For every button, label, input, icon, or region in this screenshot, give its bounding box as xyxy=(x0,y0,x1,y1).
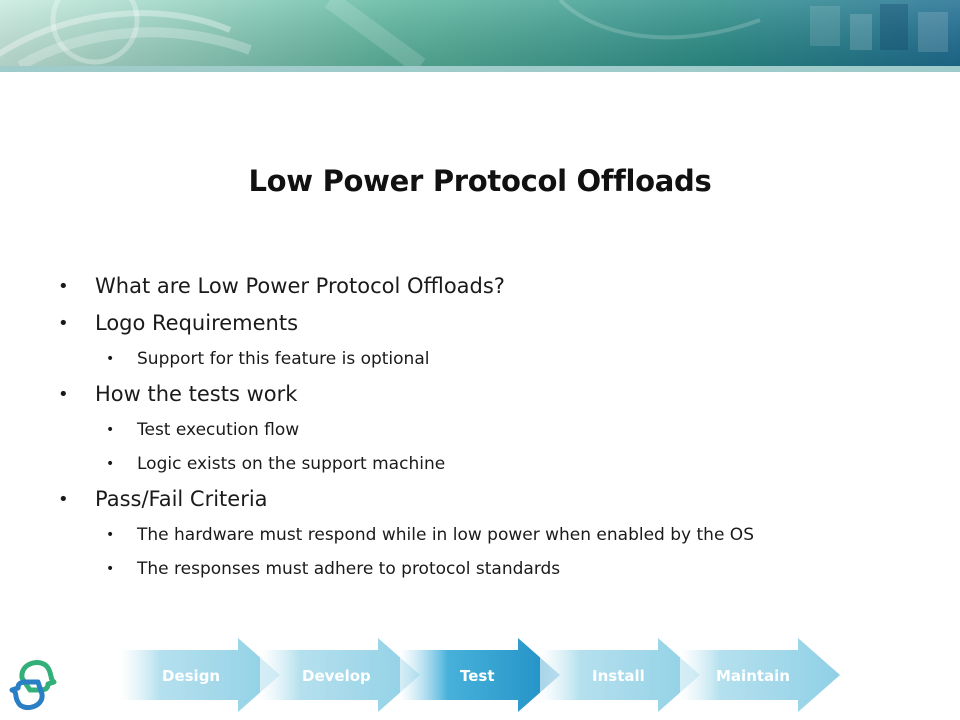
sub-bullet-protocol-standards: • The responses must adhere to protocol standards xyxy=(56,552,936,586)
sub-bullet-execution-flow: • Test execution flow xyxy=(56,413,936,447)
step-maintain-label: Maintain xyxy=(716,667,790,685)
head-logo-icon xyxy=(8,654,60,712)
bullet-list xyxy=(56,268,936,586)
slide-title: Low Power Protocol Offloads xyxy=(248,164,712,198)
bullet-how-tests-work: • How the tests work xyxy=(56,376,936,413)
step-develop-label: Develop xyxy=(302,667,371,685)
step-install-label: Install xyxy=(592,667,645,685)
step-test xyxy=(400,638,560,712)
step-maintain xyxy=(680,638,840,712)
header-banner xyxy=(0,0,960,72)
bullet-pass-fail-criteria: • Pass/Fail Criteria xyxy=(56,481,936,518)
step-install xyxy=(540,638,700,712)
process-flow xyxy=(120,634,850,716)
sub-bullet-support-machine: • Logic exists on the support machine xyxy=(56,447,936,481)
step-design-label: Design xyxy=(162,667,221,685)
sub-bullet-hardware-respond: • The hardware must respond while in low power when enabled by the OS xyxy=(56,518,936,552)
step-test-label: Test xyxy=(460,667,495,685)
bullet-what-are-offloads: • What are Low Power Protocol Offloads? xyxy=(56,268,936,305)
step-design xyxy=(120,638,280,712)
step-develop xyxy=(260,638,420,712)
sub-bullet-optional-support: • Support for this feature is optional xyxy=(56,342,936,376)
bullet-logo-requirements: • Logo Requirements xyxy=(56,305,936,342)
